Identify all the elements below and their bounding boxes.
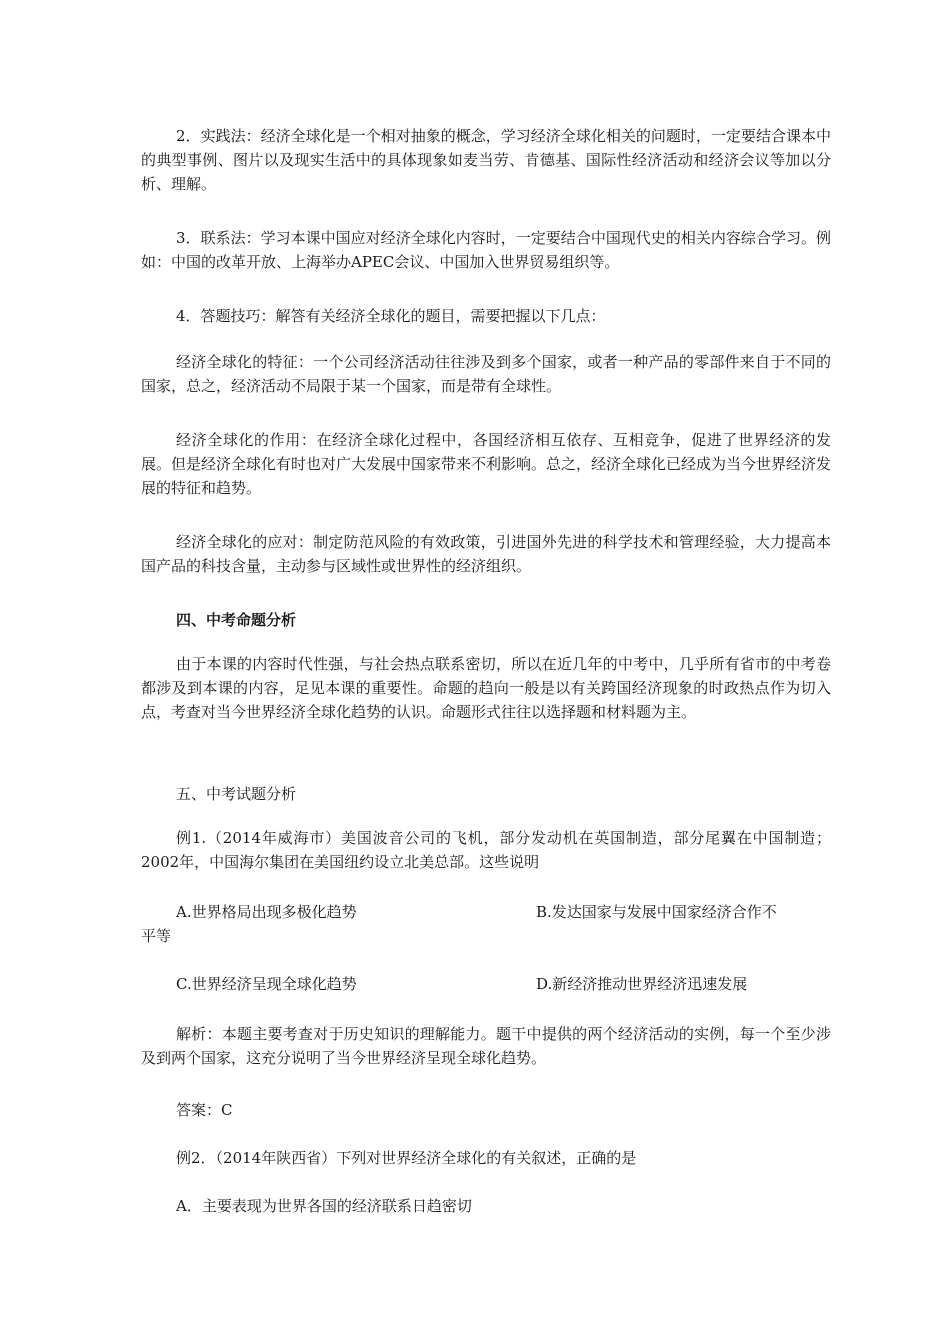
option-b: B.发达国家与发展中国家经济合作不 — [536, 903, 777, 921]
paragraph-practice-method: 2．实践法：经济全球化是一个相对抽象的概念，学习经济全球化相关的问题时，一定要结合课本中的典型事例、图片以及现实生活中的具体现象如麦当劳、肯德基、国际性经济活动和经济会议等加以分析、理解。 — [141, 127, 831, 193]
example-1-options-row-1 — [141, 900, 831, 948]
section-heading-5: 五、中考试题分析 — [176, 785, 297, 803]
example-2-question: 例2．（2014年陕西省）下列对世界经济全球化的有关叙述，正确的是 — [176, 1149, 637, 1167]
option-b-continued: 平等 — [141, 927, 172, 945]
option-c: C.世界经济呈现全球化趋势 — [176, 975, 357, 993]
example-1-answer: 答案：C — [176, 1101, 233, 1119]
option-d: D.新经济推动世界经济迅速发展 — [536, 975, 748, 993]
example-1-options-row-2 — [141, 972, 831, 996]
option-a: A.世界格局出现多极化趋势 — [176, 903, 357, 921]
section-heading-4: 四、中考命题分析 — [176, 611, 297, 629]
paragraph-globalization-effects: 经济全球化的作用：在经济全球化过程中，各国经济相互依存、互相竞争，促进了世界经济的发展。但是经济全球化有时也对广大发展中国家带来不利影响。总之，经济全球化已经成为当今世界经济发展的特征和趋势。 — [141, 431, 832, 497]
paragraph-exam-analysis: 由于本课的内容时代性强，与社会热点联系密切，所以在近几年的中考中，几乎所有省市的中考卷都涉及到本课的内容，足见本课的重要性。命题的趋向一般是以有关跨国经济现象的时政热点作为切入点，考查对当今世界经济全球化趋势的认识。命题形式往往以选择题和材料题为主。 — [141, 655, 831, 721]
paragraph-globalization-response: 经济全球化的应对：制定防范风险的有效政策，引进国外先进的科学技术和管理经验，大力提高本国产品的科技含量，主动参与区域性或世界性的经济组织。 — [141, 533, 831, 575]
paragraph-connection-method: 3．联系法：学习本课中国应对经济全球化内容时，一定要结合中国现代史的相关内容综合学习。例如：中国的改革开放、上海举办APEC会议、中国加入世界贸易组织等。 — [141, 229, 831, 271]
paragraph-globalization-features: 经济全球化的特征：一个公司经济活动往往涉及到多个国家，或者一种产品的零部件来自于不同的国家，总之，经济活动不局限于某一个国家，而是带有全球性。 — [141, 353, 831, 395]
example-2-option-a: A．主要表现为世界各国的经济联系日趋密切 — [176, 1197, 472, 1215]
paragraph-answer-tips: 4．答题技巧：解答有关经济全球化的题目，需要把握以下几点： — [176, 307, 606, 325]
example-1-analysis: 解析：本题主要考查对于历史知识的理解能力。题干中提供的两个经济活动的实例，每一个至少涉及到两个国家，这充分说明了当今世界经济呈现全球化趋势。 — [141, 1025, 831, 1067]
example-1-question: 例1.（2014年威海市）美国波音公司的飞机，部分发动机在英国制造，部分尾翼在中国制造；2002年，中国海尔集团在美国纽约设立北美总部。这些说明 — [141, 829, 831, 871]
